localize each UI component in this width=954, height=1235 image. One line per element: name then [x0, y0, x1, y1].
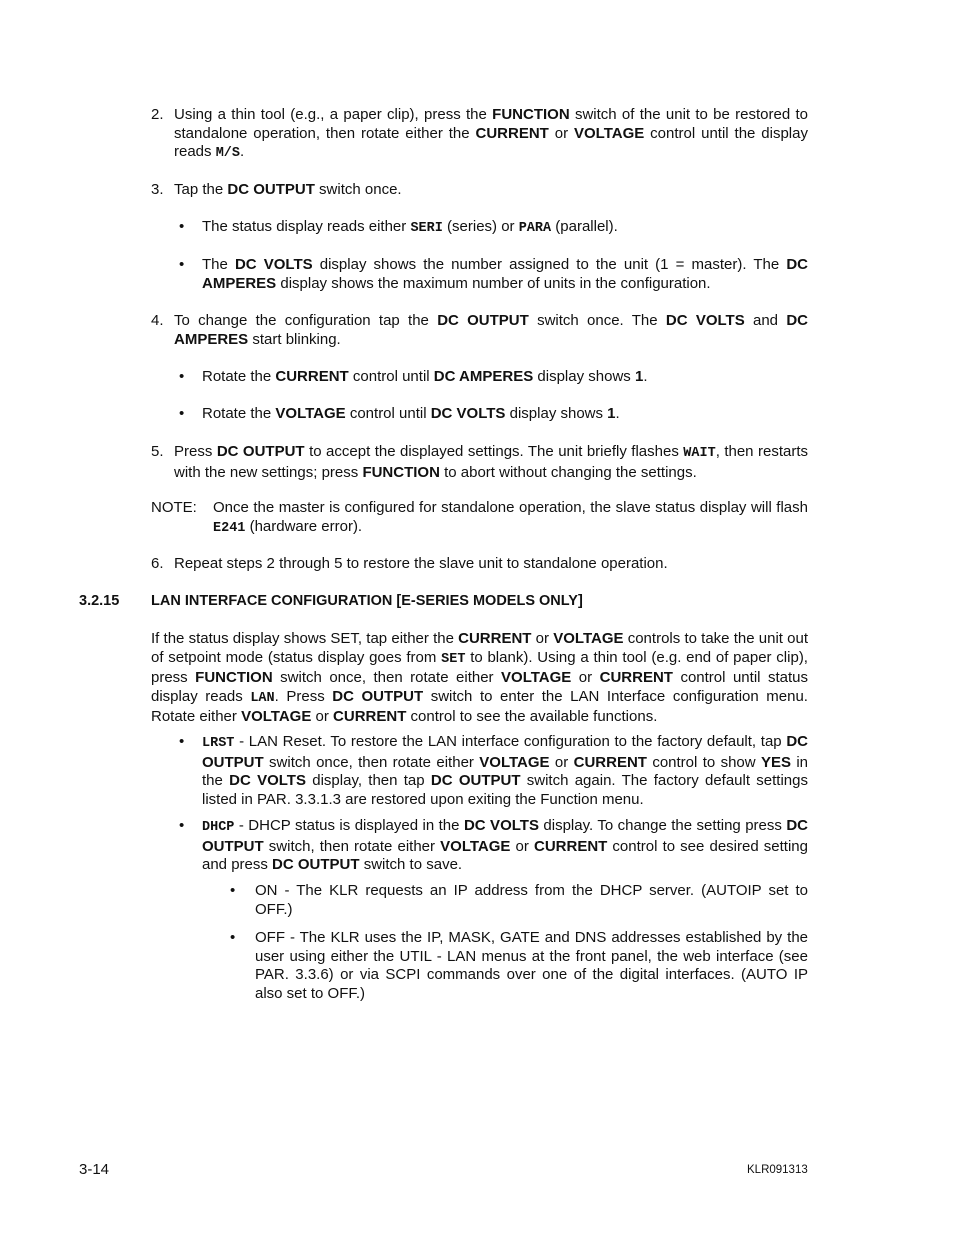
section-number: 3.2.15	[79, 593, 120, 609]
step-4-bullet-2: Rotate the VOLTAGE control until DC VOLTS display shows 1.	[202, 405, 620, 422]
step-3-bullet-1: The status display reads either SERI (series) or PARA (parallel).	[202, 218, 618, 236]
step-2-text: Using a thin tool (e.g., a paper clip), press the FUNCTION switch of the unit to be restored to standalone operation, then rotate either the CURRENT or VOLTAGE control until the display reads M/S.	[174, 106, 809, 162]
step-4-number: 4.	[151, 312, 164, 329]
bullet-marker: •	[179, 218, 185, 235]
note-label: NOTE:	[151, 499, 197, 516]
step-3-bullet-2: The DC VOLTS display shows the number assigned to the unit (1 = master). The DC AMPERES display shows the maximum number of units in the configuration.	[202, 256, 808, 292]
bullet-marker: •	[179, 256, 185, 273]
bullet-marker: •	[230, 882, 236, 899]
step-6-number: 6.	[151, 555, 164, 572]
step-6-text: Repeat steps 2 through 5 to restore the slave unit to standalone operation.	[174, 555, 668, 572]
dhcp-item: DHCP - DHCP status is displayed in the DC VOLTS display. To change the setting press DC OUTPUT switch, then rotate either VOLTAGE or CURRENT control to see desired setting and press DC OUTPUT switch to save.	[202, 817, 808, 874]
note-text: Once the master is configured for standalone operation, the slave status display will flash E241 (hardware error).	[213, 499, 808, 536]
step-3-number: 3.	[151, 181, 164, 198]
step-4-text: To change the configuration tap the DC OUTPUT switch once. The DC VOLTS and DC AMPERES start blinking.	[174, 312, 808, 348]
bullet-marker: •	[179, 817, 185, 834]
step-5-number: 5.	[151, 443, 164, 460]
bullet-marker: •	[179, 368, 185, 385]
dhcp-off-item: OFF - The KLR uses the IP, MASK, GATE and DNS addresses established by the user using either the UTIL - LAN menus at the front panel, the web interface (see PAR. 3.3.6) or via SCPI commands over one of the digital interfaces. (AUTO IP also set to OFF.)	[255, 929, 808, 1002]
section-title: LAN INTERFACE CONFIGURATION [E-SERIES MODELS ONLY]	[151, 593, 583, 609]
page-number: 3-14	[79, 1161, 110, 1178]
step-3-text: Tap the DC OUTPUT switch once.	[174, 181, 402, 198]
section-paragraph: If the status display shows SET, tap either the CURRENT or VOLTAGE controls to take the unit out of setpoint mode (status display goes from SET to blank). Using a thin tool (e.g. end of paper clip), press FUNCTION switch once, then rotate either VOLTAGE or CURRENT control until status display reads LAN. Press DC OUTPUT switch to enter the LAN Interface configuration menu. Rotate either VOLTAGE or CURRENT control to see the available functions.	[151, 630, 808, 726]
bullet-marker: •	[230, 929, 236, 946]
bullet-marker: •	[179, 733, 185, 750]
step-4-bullet-1: Rotate the CURRENT control until DC AMPERES display shows 1.	[202, 368, 648, 385]
lrst-item: LRST - LAN Reset. To restore the LAN interface configuration to the factory default, tap DC OUTPUT switch once, then rotate either VOLTAGE or CURRENT control to show YES in the DC VOLTS display, then tap DC OUTPUT switch again. The factory default settings listed in PAR. 3.3.1.3 are restored upon exiting the Function menu.	[202, 733, 809, 808]
bullet-marker: •	[179, 405, 185, 422]
document-id: KLR091313	[747, 1164, 808, 1176]
dhcp-on-item: ON - The KLR requests an IP address from the DHCP server. (AUTOIP set to OFF.)	[255, 882, 808, 918]
step-5-text: Press DC OUTPUT to accept the displayed settings. The unit briefly flashes WAIT, then restarts with the new settings; press FUNCTION to abort without changing the settings.	[174, 443, 808, 481]
step-2-number: 2.	[151, 106, 164, 123]
